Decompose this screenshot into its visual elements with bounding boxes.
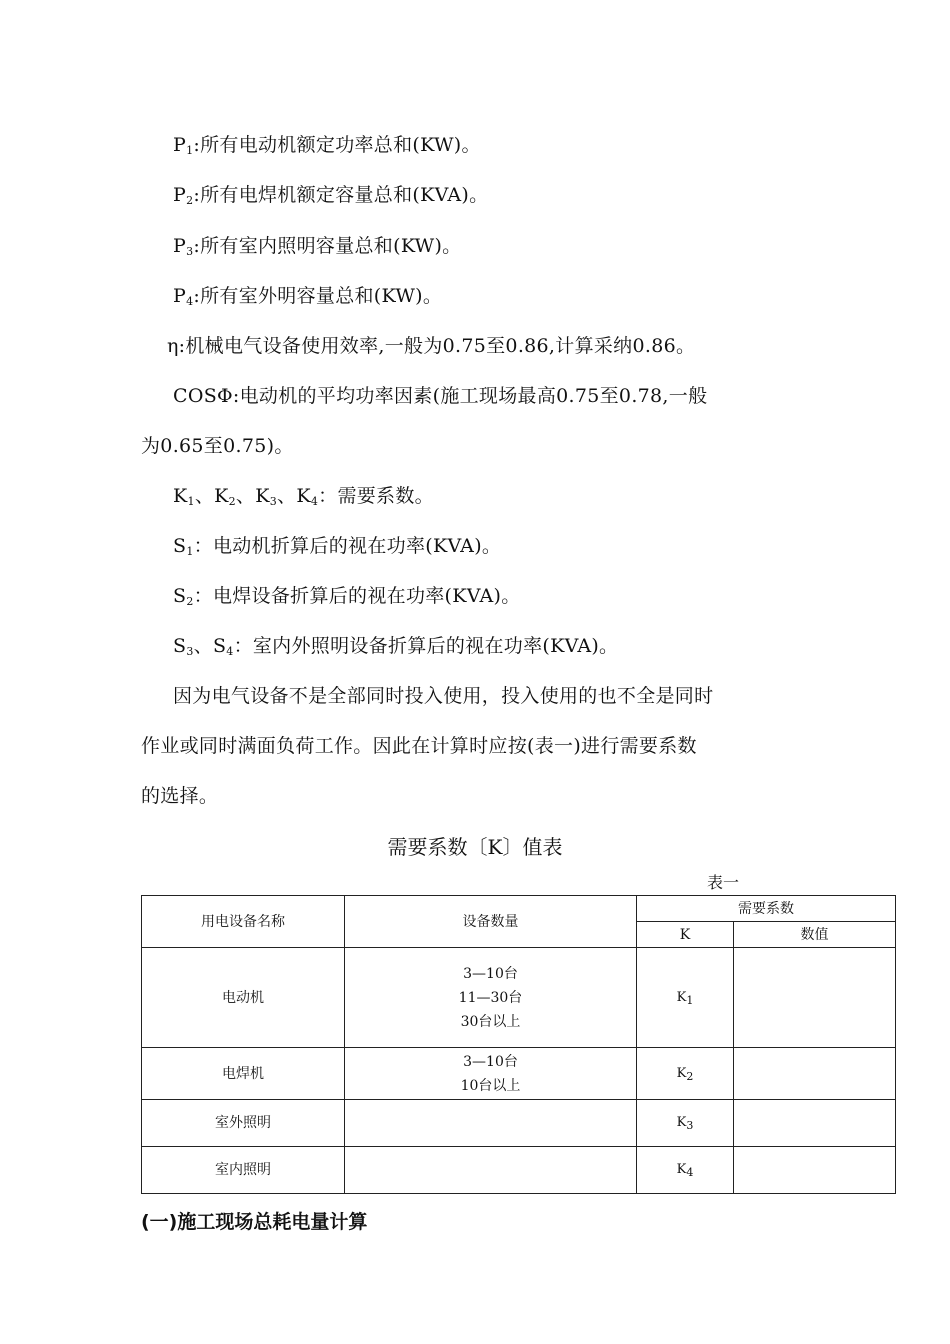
row-name: 室外照明: [142, 1100, 345, 1147]
row-counts: [345, 1147, 637, 1194]
header-demand-coefficient: 需要系数: [637, 896, 896, 922]
count-line: 10台以上: [460, 1077, 521, 1094]
count-line: 3—10台: [463, 1053, 518, 1070]
count-line: 11—30台: [458, 989, 523, 1006]
definition-cos-line2: 为0.65至0.75)。: [141, 435, 294, 457]
definition-cos-line1: COSΦ:电动机的平均功率因素(施工现场最高0.75至0.78,一般: [173, 385, 708, 407]
definition-p4: $P_4$:所有室外明容量总和(KW)。: [173, 285, 443, 308]
count-line: 3—10台: [463, 965, 518, 982]
row-k: $K_3$: [637, 1100, 734, 1147]
definition-p3: $P_3$:所有室内照明容量总和(KW)。: [173, 235, 462, 258]
row-name: 电动机: [142, 948, 345, 1048]
row-k: $K_2$: [637, 1048, 734, 1100]
row-k: $K_4$: [637, 1147, 734, 1194]
row-counts: [345, 1048, 637, 1100]
demand-coefficient-table: [141, 895, 896, 1194]
definition-p1: $P_1$:所有电动机额定功率总和(KW)。: [173, 134, 481, 157]
paragraph-line-2: 作业或同时满面负荷工作。因此在计算时应按(表一)进行需要系数: [141, 735, 697, 757]
table-row: [142, 948, 896, 1048]
row-counts: [345, 1100, 637, 1147]
row-name: 室内照明: [142, 1147, 345, 1194]
table-row: [142, 1048, 896, 1100]
definition-p2: $P_2$:所有电焊机额定容量总和(KVA)。: [173, 184, 489, 207]
header-equipment-name: 用电设备名称: [142, 896, 345, 948]
row-k: $K_1$: [637, 948, 734, 1048]
row-value: [734, 1100, 896, 1147]
paragraph-line-3: 的选择。: [141, 785, 219, 807]
table-row: [142, 1147, 896, 1194]
section-heading: (一)施工现场总耗电量计算: [141, 1211, 368, 1233]
table-title: 需要系数〔K〕值表: [387, 835, 563, 859]
definition-s2: $S_2$：电焊设备折算后的视在功率(KVA)。: [173, 585, 521, 608]
header-value: 数值: [734, 922, 896, 948]
row-value: [734, 1048, 896, 1100]
row-counts: [345, 948, 637, 1048]
row-name: 电焊机: [142, 1048, 345, 1100]
paragraph-line-1: 因为电气设备不是全部同时投入使用，投入使用的也不全是同时: [173, 685, 714, 707]
count-line: 30台以上: [460, 1013, 521, 1030]
table-row: [142, 1100, 896, 1147]
definition-s34: $S_3$、$S_4$：室内外照明设备折算后的视在功率(KVA)。: [173, 635, 619, 658]
table-number: 表一: [707, 873, 740, 892]
header-k: K: [637, 922, 734, 948]
header-equipment-count: 设备数量: [345, 896, 637, 948]
definition-eta: η:机械电气设备使用效率,一般为0.75至0.86,计算采纳0.86。: [167, 335, 696, 357]
definition-s1: $S_1$：电动机折算后的视在功率(KVA)。: [173, 535, 502, 558]
row-value: [734, 948, 896, 1048]
definition-k: $K_1$、$K_2$、$K_3$、$K_4$：需要系数。: [173, 485, 434, 508]
row-value: [734, 1147, 896, 1194]
